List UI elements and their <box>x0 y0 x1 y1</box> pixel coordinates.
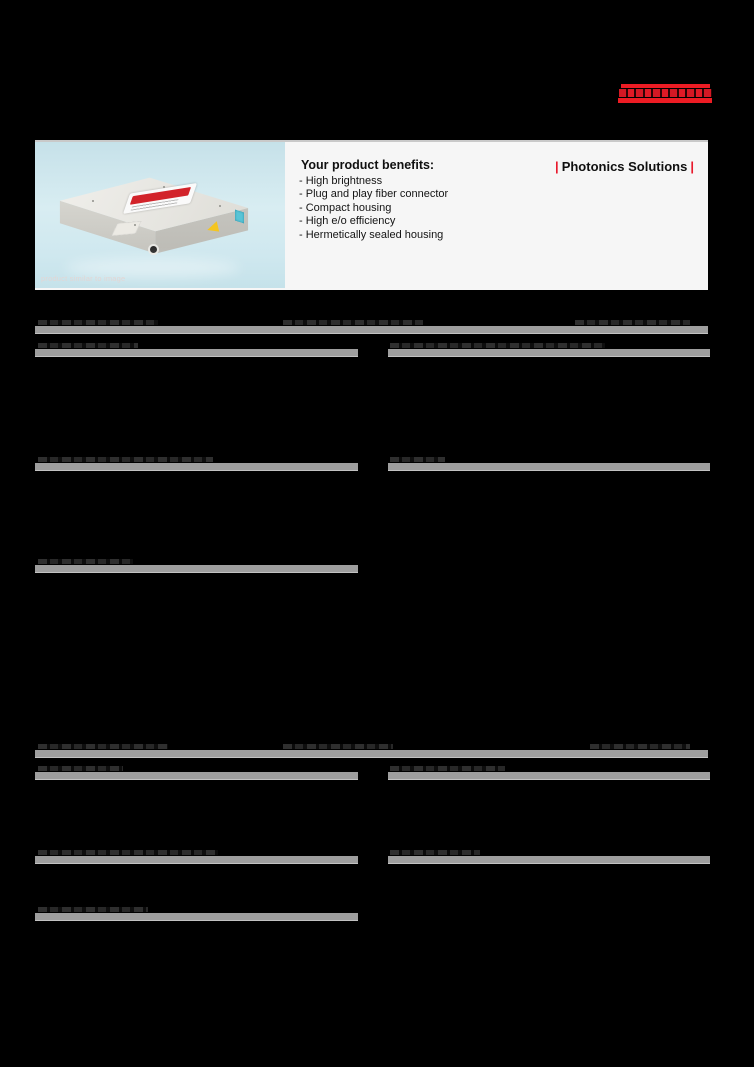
section-bar <box>35 326 708 334</box>
benefit-item: - High brightness <box>299 175 448 188</box>
redacted-heading <box>38 343 138 348</box>
section-bar <box>35 463 358 471</box>
benefit-item: - Compact housing <box>299 202 448 215</box>
division-name: Photonics Solutions <box>561 159 688 174</box>
redacted-heading <box>38 766 123 771</box>
red-pipe-icon: | <box>555 159 559 174</box>
logo-wordmark-icon <box>619 89 712 97</box>
company-logo <box>618 84 712 103</box>
redacted-heading <box>38 457 213 462</box>
section-bar <box>388 463 710 471</box>
hero-band <box>35 140 708 290</box>
benefit-item: - High e/o efficiency <box>299 215 448 228</box>
section-bar <box>35 856 358 864</box>
redacted-heading <box>283 744 393 749</box>
redacted-heading <box>38 907 148 912</box>
section-bar <box>35 349 358 357</box>
section-bar <box>35 913 358 921</box>
redacted-heading <box>390 343 605 348</box>
section-bar <box>388 349 710 357</box>
photo-caption: product similar to image <box>41 274 126 283</box>
section-bar <box>35 565 358 573</box>
redacted-heading <box>38 559 133 564</box>
redacted-heading <box>390 766 505 771</box>
laser-module-illustration <box>57 176 250 256</box>
benefits-panel <box>285 142 708 290</box>
logo-bottom-bar-icon <box>618 98 712 103</box>
redacted-heading <box>390 457 445 462</box>
logo-top-bar-icon <box>621 84 710 88</box>
division-label <box>552 159 697 174</box>
redacted-heading <box>38 850 218 855</box>
benefits-list <box>299 175 448 242</box>
section-bar <box>388 772 710 780</box>
redacted-heading <box>390 850 480 855</box>
benefit-item: - Plug and play fiber connector <box>299 188 448 201</box>
product-photo <box>35 142 285 288</box>
benefit-item: - Hermetically sealed housing <box>299 229 448 242</box>
benefits-title: Your product benefits: <box>301 158 435 172</box>
redacted-heading <box>575 320 690 325</box>
red-pipe-icon: | <box>690 159 694 174</box>
section-bar <box>35 750 708 758</box>
section-bar <box>35 772 358 780</box>
redacted-heading <box>590 744 690 749</box>
redacted-heading <box>38 744 168 749</box>
redacted-heading <box>283 320 423 325</box>
section-bar <box>388 856 710 864</box>
redacted-heading <box>38 320 158 325</box>
